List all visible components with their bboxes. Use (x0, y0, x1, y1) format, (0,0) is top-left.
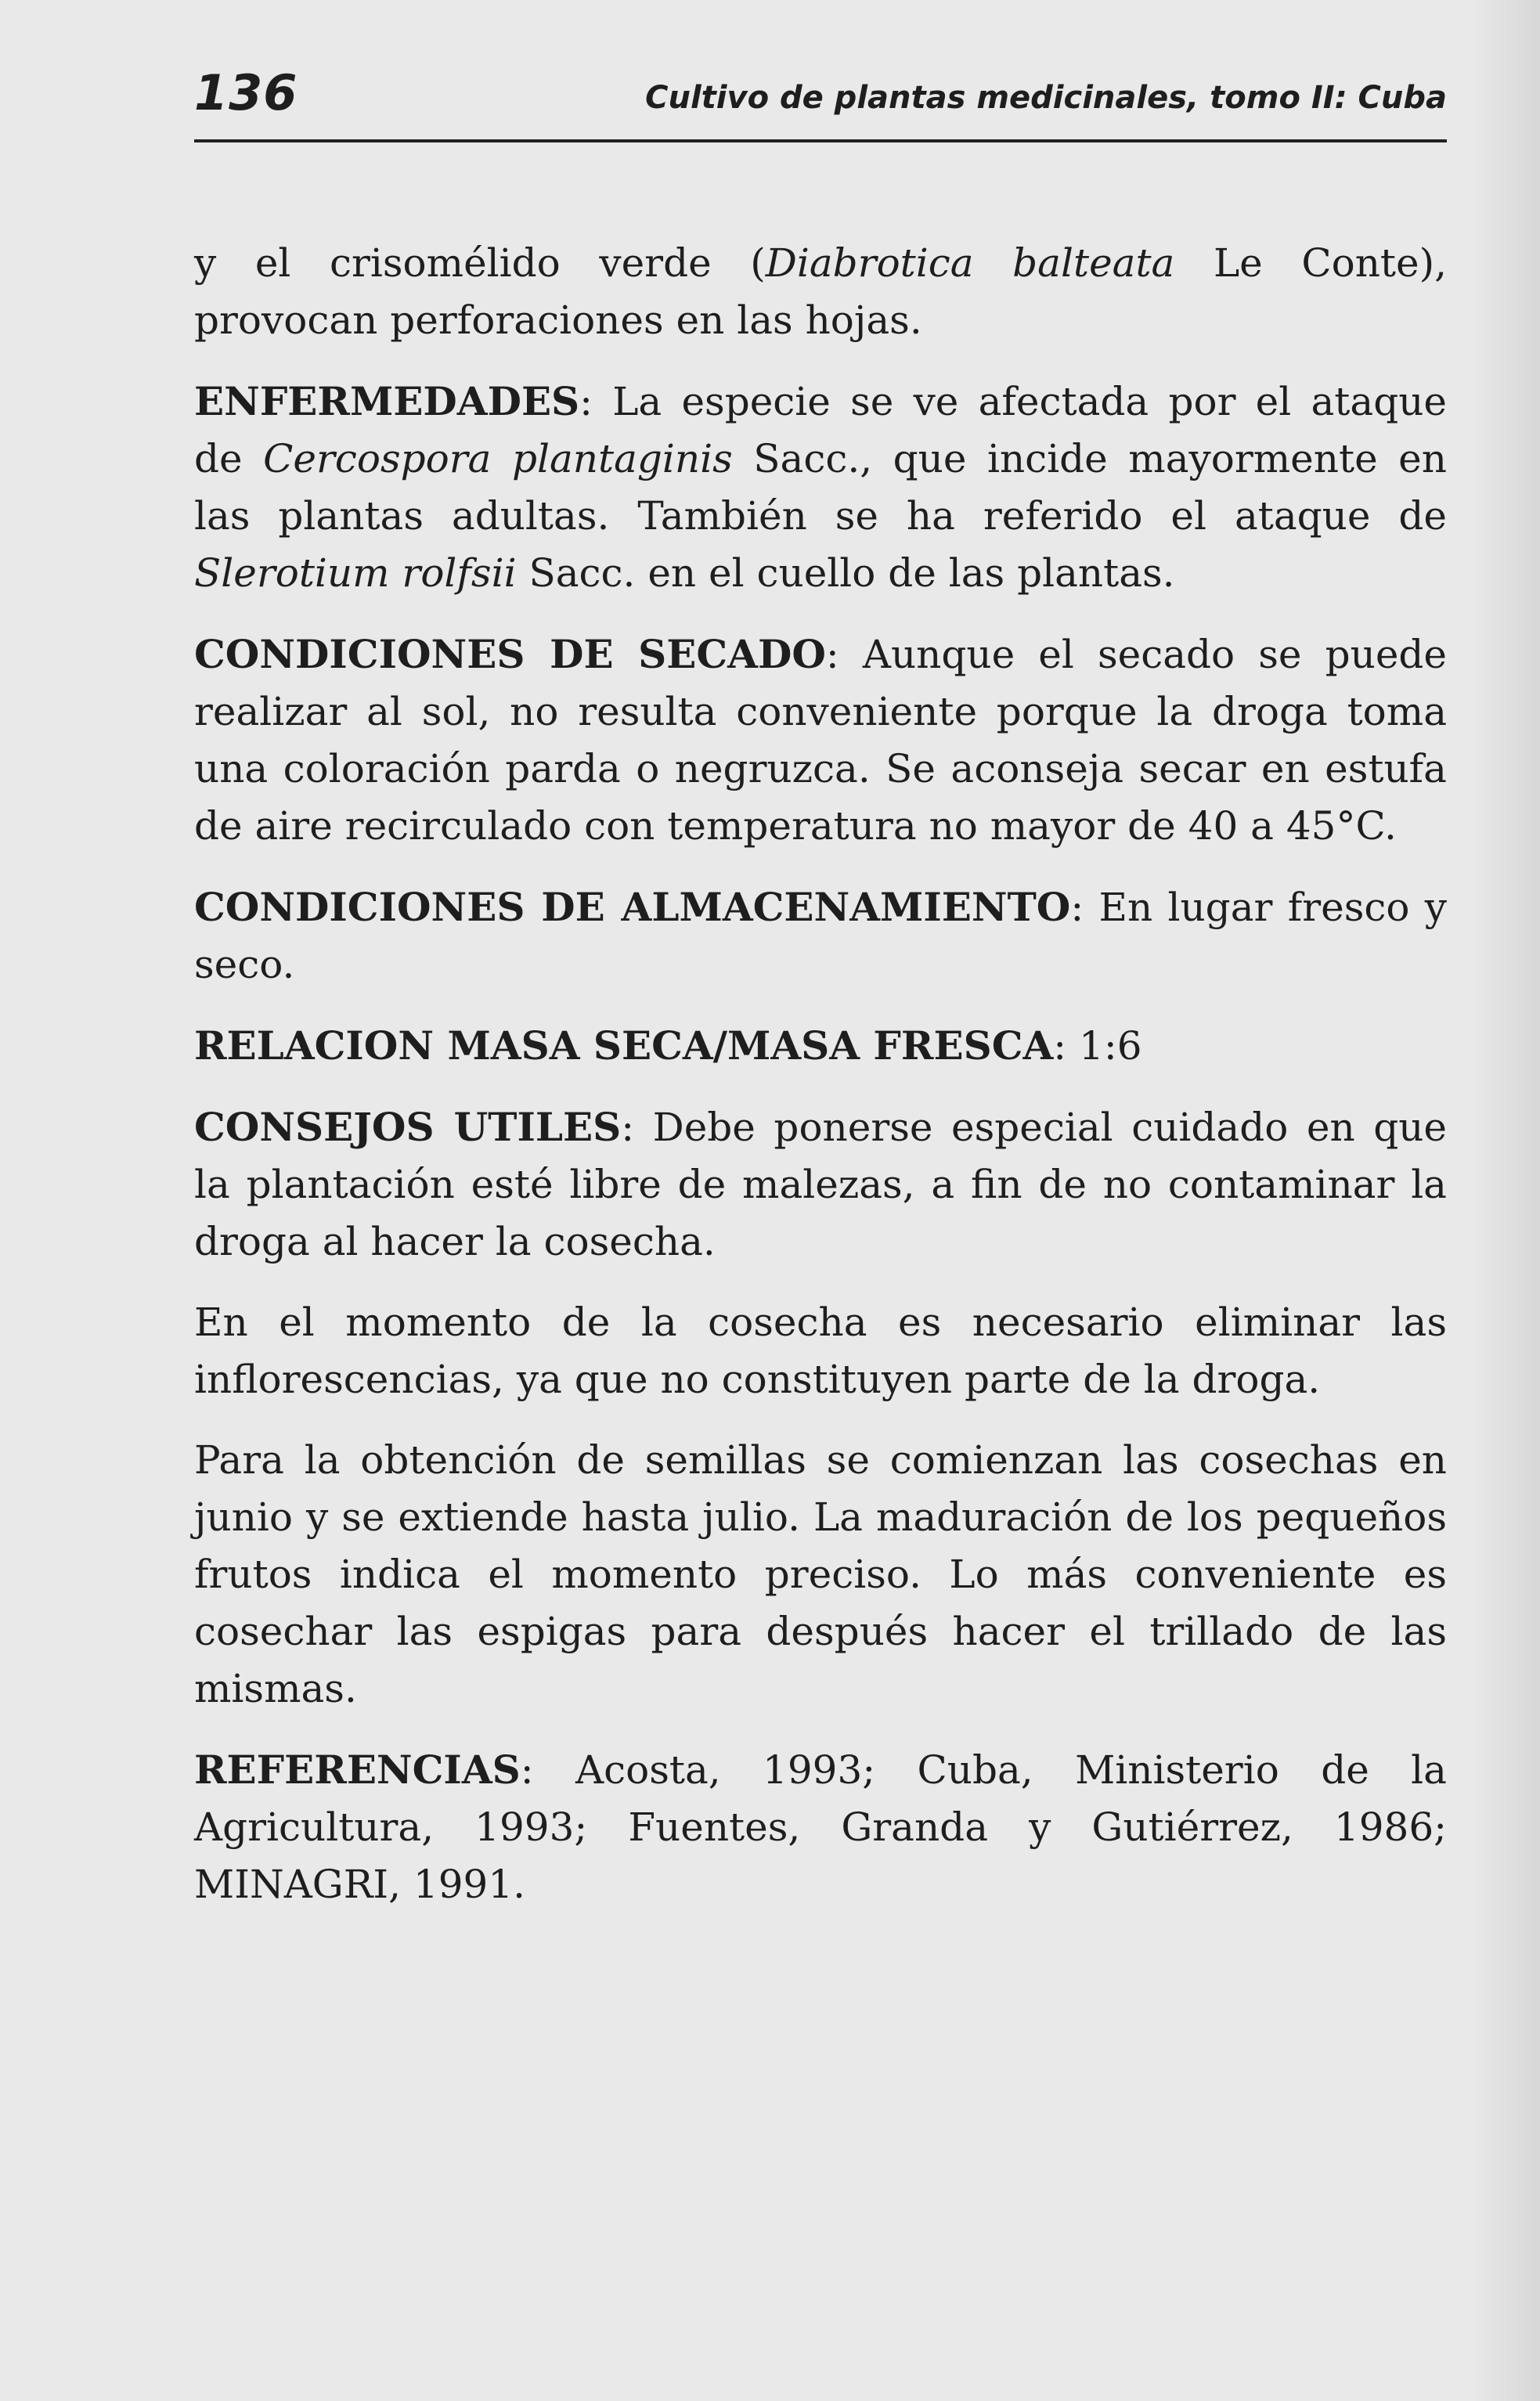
paragraph-relacion (194, 1017, 1447, 1075)
section-heading: ENFERMEDADES (194, 378, 580, 424)
species-name: Slerotium rolfsii (194, 550, 517, 596)
paragraph-enfermedades (194, 373, 1447, 602)
paragraph-cosecha: En el momento de la cosecha es necesario eliminar las inflorescencias, ya que no constituyen parte de la droga. (194, 1300, 1447, 1402)
section-heading: REFERENCIAS (194, 1747, 521, 1793)
text-run: : En lugar fresco y seco. (194, 885, 1447, 987)
paragraph-secado (194, 625, 1447, 855)
species-name: Diabrotica balteata (765, 240, 1175, 286)
text-run: Sacc., que incide mayormente en las plantas adultas. También se ha referido el ataque de (194, 436, 1447, 539)
paragraph-consejos (194, 1098, 1447, 1271)
text-run: y el crisomélido verde ( (194, 240, 766, 286)
paragraph-semillas: Para la obtención de semillas se comienzan las cosechas en junio y se extiende hasta julio. La maduración de los pequeños frutos indica el momento preciso. Lo más conveniente es cosechar las espigas para después hacer el trillado de las mismas. (194, 1437, 1447, 1711)
text-run: : 1:6 (1053, 1023, 1142, 1069)
text-run: Le Conte), provocan perforaciones en las hojas. (194, 240, 1447, 343)
page-header (194, 61, 1447, 142)
section-heading: CONDICIONES DE ALMACENAMIENTO (194, 884, 1071, 930)
section-heading: RELACION MASA SECA/MASA FRESCA (194, 1022, 1054, 1069)
text-run: : Debe ponerse especial cuidado en que la plantación esté libre de malezas, a fin de no contaminar la droga al hacer la cosecha. (194, 1105, 1448, 1264)
species-name: Cercospora plantaginis (263, 436, 733, 481)
paragraph-almacenamiento (194, 878, 1447, 993)
section-heading: CONDICIONES DE SECADO (194, 631, 826, 677)
page-number: 136 (194, 64, 298, 121)
text-run: Sacc. en el cuello de las plantas. (516, 550, 1175, 596)
section-heading: CONSEJOS UTILES (194, 1104, 622, 1150)
text-run: : Aunque el secado se puede realizar al sol, no resulta conveniente porque la droga toma una coloración parda o negruzca. Se aconseja secar en estufa de aire recirculado con temperatura no mayor de 40 a 45°C. (194, 632, 1447, 849)
text-run: : La especie se ve afectada por el ataque de (194, 379, 1447, 481)
page-edge-shadow (1470, 0, 1540, 2401)
paragraph-plagas (194, 235, 1447, 349)
text-run: : Acosta, 1993; Cuba, Ministerio de la Agricultura, 1993; Fuentes, Granda y Gutiérrez, 1986; MINAGRI, 1991. (194, 1747, 1447, 1907)
running-title: Cultivo de plantas medicinales, tomo II: Cuba (645, 80, 1447, 116)
page-body (194, 235, 1447, 1937)
paragraph-referencias (194, 1741, 1447, 1913)
